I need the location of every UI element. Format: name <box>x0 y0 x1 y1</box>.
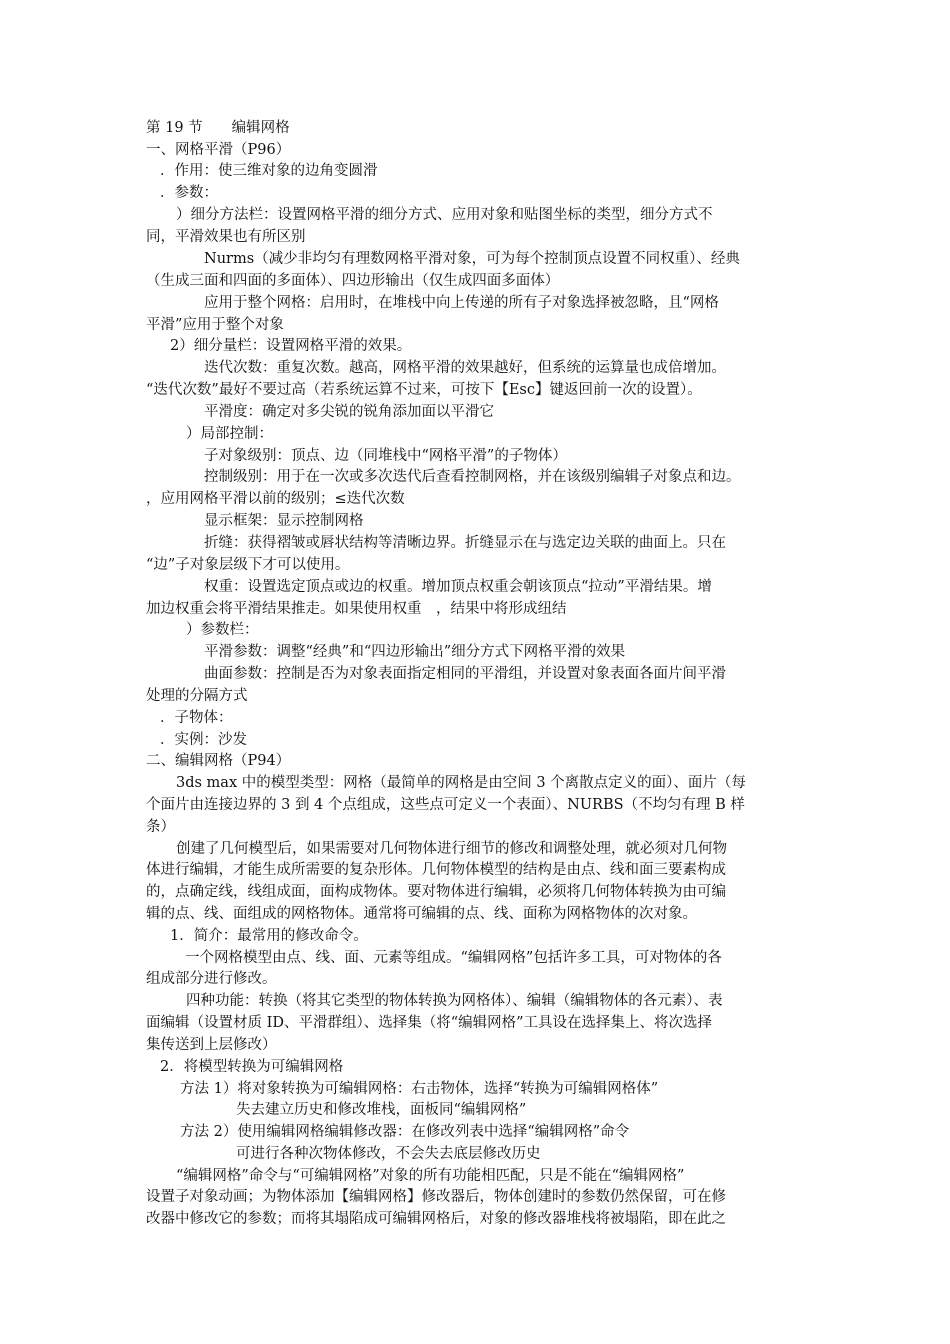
text-line: ）参数栏： <box>186 622 259 638</box>
text-line: “迭代次数”最好不要过高（若系统运算不过来，可按下【Esc】键返回前一次的设置）。 <box>146 382 702 398</box>
text-line: “编辑网格”命令与“可编辑网格”对象的所有功能相匹配，只是不能在“编辑网格” <box>176 1168 685 1184</box>
text-line: 体进行编辑，才能生成所需要的复杂形体。几何物体模型的结构是由点、线和面三要素构成 <box>146 862 726 878</box>
text-line: 迭代次数：重复次数。越高，网格平滑的效果越好，但系统的运算量也成倍增加。 <box>204 360 726 376</box>
text-line: 四种功能：转换（将其它类型的物体转换为网格体）、编辑（编辑物体的各元素）、表 <box>186 993 723 1009</box>
text-line: 方法 2）使用编辑网格编辑修改器：在修改列表中选择“编辑网格”命令 <box>180 1124 630 1140</box>
text-line: 显示框架：显示控制网格 <box>204 513 364 529</box>
text-line: ．子物体： <box>160 710 233 726</box>
text-line: 处理的分隔方式 <box>146 688 248 704</box>
text-line: 2）细分量栏：设置网格平滑的效果。 <box>170 338 412 354</box>
text-line: 应用于整个网格：启用时，在堆栈中向上传递的所有子对象选择被忽略，且“网格 <box>204 295 719 311</box>
text-line: ．参数： <box>160 185 218 201</box>
text-line: 子对象级别：顶点、边（同堆栈中“网格平滑”的子物体） <box>204 448 567 464</box>
text-line: 创建了几何模型后，如果需要对几何物体进行细节的修改和调整处理，就必须对几何物 <box>176 841 727 857</box>
text-line: 平滑度：确定对多尖锐的锐角添加面以平滑它 <box>204 404 494 420</box>
text-line: 条） <box>146 819 175 835</box>
text-line: ）细分方法栏：设置网格平滑的细分方式、应用对象和贴图坐标的类型，细分方式不 <box>176 207 713 223</box>
text-line: 的，点确定线，线组成面，面构成物体。要对物体进行编辑，必须将几何物体转换为由可编 <box>146 884 726 900</box>
text-line: ）局部控制： <box>186 426 273 442</box>
text-line: ．实例：沙发 <box>160 732 247 748</box>
text-line: 集传送到上层修改） <box>146 1037 277 1053</box>
text-line: 一个网格模型由点、线、面、元素等组成。“编辑网格”包括许多工具，可对物体的各 <box>185 950 722 966</box>
text-line: 个面片由连接边界的 3 到 4 个点组成，这些点可定义一个表面）、NURBS（不均匀有理 B 样 <box>146 797 745 813</box>
text-line: 方法 1）将对象转换为可编辑网格：右击物体，选择“转换为可编辑网格体” <box>180 1081 659 1097</box>
text-line: 改器中修改它的参数；而将其塌陷成可编辑网格后，对象的修改器堆栈将被塌陷，即在此之 <box>146 1211 726 1227</box>
text-line: 面编辑（设置材质 ID、平滑群组）、选择集（将“编辑网格”工具设在选择集上、将次选择 <box>146 1015 713 1031</box>
text-line: 平滑参数：调整“经典”和“四边形输出”细分方式下网格平滑的效果 <box>204 644 626 660</box>
text-line: 失去建立历史和修改堆栈，面板同“编辑网格” <box>236 1102 527 1118</box>
text-line: “边”子对象层级下才可以使用。 <box>146 557 350 573</box>
text-line: 权重：设置选定顶点或边的权重。增加顶点权重会朝该顶点“拉动”平滑结果。增 <box>204 579 712 595</box>
text-line: （生成三面和四面的多面体）、四边形输出（仅生成四面多面体） <box>146 273 560 289</box>
text-line: 设置子对象动画；为物体添加【编辑网格】修改器后，物体创建时的参数仍然保留，可在修 <box>146 1189 726 1205</box>
text-line: 组成部分进行修改。 <box>146 971 277 987</box>
heading-mesh-smooth: 一、网格平滑（P96） <box>146 142 291 158</box>
text-line: 控制级别：用于在一次或多次迭代后查看控制网格，并在该级别编辑子对象点和边。 <box>204 469 741 485</box>
text-line: 可进行各种次物体修改，不会失去底层修改历史 <box>236 1146 541 1162</box>
text-line: 1．简介：最常用的修改命令。 <box>170 928 368 944</box>
text-line: 2．将模型转换为可编辑网格 <box>160 1059 344 1075</box>
section-title: 第 19 节 编辑网格 <box>146 120 290 136</box>
heading-edit-mesh: 二、编辑网格（P94） <box>146 753 291 769</box>
text-line: 平滑”应用于整个对象 <box>146 317 284 333</box>
text-line: 曲面参数：控制是否为对象表面指定相同的平滑组，并设置对象表面各面片间平滑 <box>204 666 726 682</box>
text-line: 加边权重会将平滑结果推走。如果使用权重 ，结果中将形成纽结 <box>146 601 567 617</box>
text-line: ，应用网格平滑以前的级别；≤迭代次数 <box>146 491 405 507</box>
text-line: 同，平滑效果也有所区别 <box>146 229 306 245</box>
text-line: 辑的点、线、面组成的网格物体。通常将可编辑的点、线、面称为网格物体的次对象。 <box>146 906 697 922</box>
text-line: Nurms（减少非均匀有理数网格平滑对象，可为每个控制顶点设置不同权重）、经典 <box>204 251 740 267</box>
text-line: ．作用：使三维对象的边角变圆滑 <box>160 163 378 179</box>
text-line: 3ds max 中的模型类型：网格（最简单的网格是由空间 3 个离散点定义的面）、面片（每 <box>176 775 746 791</box>
text-line: 折缝：获得褶皱或唇状结构等清晰边界。折缝显示在与选定边关联的曲面上。只在 <box>204 535 726 551</box>
